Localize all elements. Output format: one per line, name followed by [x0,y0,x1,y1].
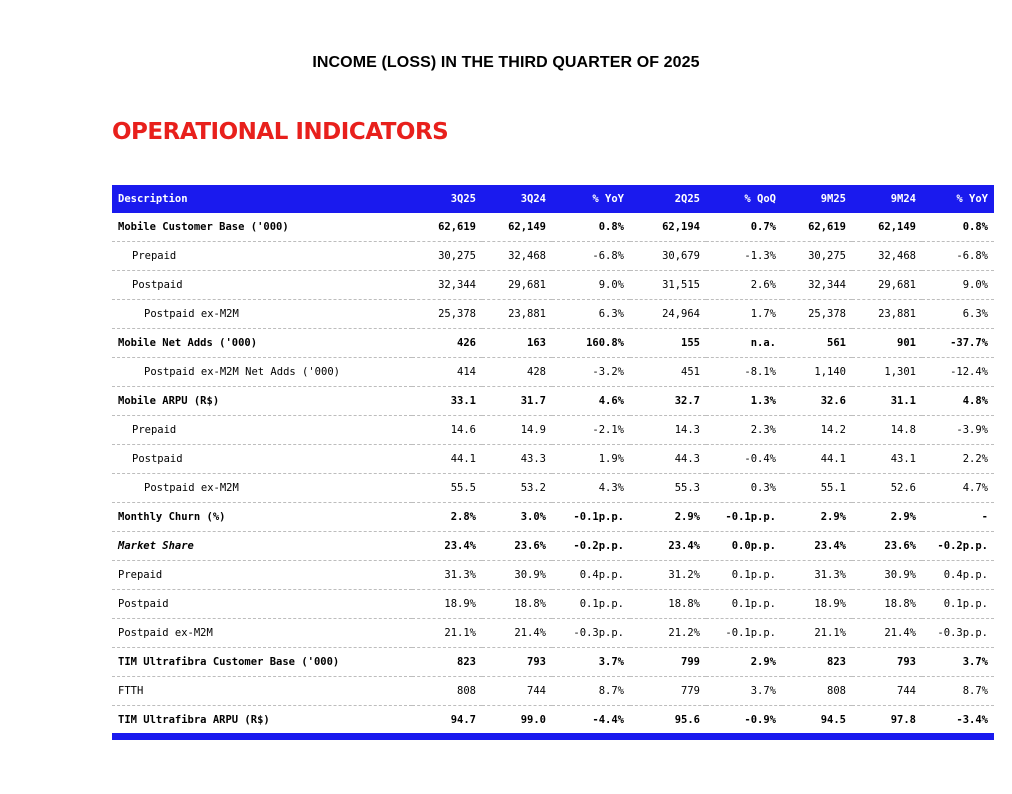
table-row [112,561,994,590]
table-cell: 0.7% [706,213,782,242]
table-cell: 55.5 [412,474,482,503]
column-header: % QoQ [706,185,782,213]
table-cell: 24,964 [630,300,706,329]
column-header: Description [112,185,412,213]
table-cell: 18.8% [852,590,922,619]
table-cell: 95.6 [630,706,706,735]
table-row [112,271,994,300]
table-cell: 18.9% [782,590,852,619]
table-row [112,329,994,358]
table-bottom-bar [112,733,994,740]
table-cell: 62,194 [630,213,706,242]
table-row [112,445,994,474]
table-cell: 29,681 [482,271,552,300]
table-cell: -6.8% [922,242,994,271]
table-cell: 2.9% [852,503,922,532]
table-cell: 823 [412,648,482,677]
table-cell: 62,619 [412,213,482,242]
row-label: Postpaid ex-M2M [112,474,412,503]
table-cell: 779 [630,677,706,706]
row-label: Postpaid ex-M2M [112,300,412,329]
table-row [112,300,994,329]
table-cell: 163 [482,329,552,358]
table-cell: 2.9% [706,648,782,677]
table-cell: 18.9% [412,590,482,619]
table-cell: 43.3 [482,445,552,474]
table-cell: 21.1% [412,619,482,648]
table-cell: -8.1% [706,358,782,387]
row-label: TIM Ultrafibra Customer Base ('000) [112,648,412,677]
table-cell: 0.4p.p. [552,561,630,590]
table-cell: 0.4p.p. [922,561,994,590]
table-cell: 18.8% [630,590,706,619]
table-cell: 55.3 [630,474,706,503]
table-cell: 31.3% [782,561,852,590]
table-cell: 29,681 [852,271,922,300]
column-header: 3Q25 [412,185,482,213]
table-cell: 901 [852,329,922,358]
table-cell: 14.3 [630,416,706,445]
table-cell: 1.3% [706,387,782,416]
table-cell: 4.8% [922,387,994,416]
row-label: Mobile Net Adds ('000) [112,329,412,358]
table-cell: 4.6% [552,387,630,416]
table-cell: 30,275 [412,242,482,271]
table-cell: 3.7% [552,648,630,677]
table-cell: 561 [782,329,852,358]
table-cell: 8.7% [552,677,630,706]
table-cell: 31.3% [412,561,482,590]
table-cell: 3.7% [922,648,994,677]
table-cell: 14.9 [482,416,552,445]
table-cell: 155 [630,329,706,358]
table-cell: 18.8% [482,590,552,619]
table-cell: 6.3% [922,300,994,329]
column-header: 3Q24 [482,185,552,213]
table-cell: 97.8 [852,706,922,735]
table-cell: 31.7 [482,387,552,416]
table-row [112,387,994,416]
table-cell: 793 [852,648,922,677]
table-cell: 14.6 [412,416,482,445]
row-label: Market Share [112,532,412,561]
table-cell: 4.3% [552,474,630,503]
table-cell: -0.9% [706,706,782,735]
table-cell: -0.2p.p. [922,532,994,561]
table-cell: 32,344 [412,271,482,300]
table-cell: 808 [412,677,482,706]
table-cell: -37.7% [922,329,994,358]
table-cell: 1.7% [706,300,782,329]
row-label: Postpaid ex-M2M [112,619,412,648]
table-cell: -0.1p.p. [706,619,782,648]
table-cell: 3.7% [706,677,782,706]
table-cell: 23.6% [482,532,552,561]
table-cell: 3.0% [482,503,552,532]
table-cell: 30,679 [630,242,706,271]
table-row [112,358,994,387]
table-cell: 9.0% [552,271,630,300]
table-cell: -0.2p.p. [552,532,630,561]
table-cell: 1.9% [552,445,630,474]
table-cell: 426 [412,329,482,358]
table-cell: 43.1 [852,445,922,474]
table-cell: 53.2 [482,474,552,503]
table-cell: 44.1 [782,445,852,474]
table-row [112,532,994,561]
row-label: Prepaid [112,242,412,271]
table-cell: 4.7% [922,474,994,503]
table-cell: 0.1p.p. [706,561,782,590]
table-cell: 2.2% [922,445,994,474]
table-cell: 31.1 [852,387,922,416]
table-cell: 62,149 [482,213,552,242]
table-row [112,619,994,648]
table-cell: -1.3% [706,242,782,271]
table-cell: -3.4% [922,706,994,735]
table-cell: 23.6% [852,532,922,561]
table-cell: 451 [630,358,706,387]
table-row [112,242,994,271]
table-cell: 30,275 [782,242,852,271]
table-cell: 30.9% [852,561,922,590]
table-row [112,503,994,532]
column-header: % YoY [552,185,630,213]
section-title: OPERATIONAL INDICATORS [112,119,449,145]
table-header-row [112,185,994,213]
row-label: Mobile ARPU (R$) [112,387,412,416]
table-cell: 52.6 [852,474,922,503]
row-label: Postpaid [112,590,412,619]
table-cell: -3.9% [922,416,994,445]
table-cell: 30.9% [482,561,552,590]
table-cell: 25,378 [412,300,482,329]
table-cell: 32.6 [782,387,852,416]
table-cell: 0.8% [922,213,994,242]
table-cell: 23.4% [412,532,482,561]
table-cell: 2.8% [412,503,482,532]
table-row [112,474,994,503]
table-cell: -4.4% [552,706,630,735]
row-label: Prepaid [112,416,412,445]
table-cell: 160.8% [552,329,630,358]
table-cell: 32,468 [482,242,552,271]
row-label: Postpaid [112,271,412,300]
table-cell: 744 [852,677,922,706]
table-cell: n.a. [706,329,782,358]
table-cell: 21.2% [630,619,706,648]
table-cell: 23.4% [782,532,852,561]
table-row [112,590,994,619]
row-label: Postpaid ex-M2M Net Adds ('000) [112,358,412,387]
row-label: TIM Ultrafibra ARPU (R$) [112,706,412,735]
table-cell: 44.1 [412,445,482,474]
table-cell: 808 [782,677,852,706]
table-cell: 23,881 [482,300,552,329]
table-cell: 33.1 [412,387,482,416]
table-cell: 2.3% [706,416,782,445]
table-row [112,648,994,677]
table-cell: 32,344 [782,271,852,300]
table-cell: 0.3% [706,474,782,503]
table-cell: 62,149 [852,213,922,242]
table-cell: 793 [482,648,552,677]
row-label: FTTH [112,677,412,706]
table-cell: 32,468 [852,242,922,271]
table-cell: -0.4% [706,445,782,474]
table-cell: -0.3p.p. [922,619,994,648]
table-cell: 31.2% [630,561,706,590]
table-row [112,677,994,706]
table-cell: 21.4% [852,619,922,648]
table-cell: 14.8 [852,416,922,445]
table-cell: -0.1p.p. [552,503,630,532]
table-cell: 25,378 [782,300,852,329]
table-cell: 23,881 [852,300,922,329]
table-cell: -12.4% [922,358,994,387]
table-cell: 1,301 [852,358,922,387]
table-cell: 414 [412,358,482,387]
table-cell: -6.8% [552,242,630,271]
column-header: 9M24 [852,185,922,213]
table-cell: 62,619 [782,213,852,242]
row-label: Mobile Customer Base ('000) [112,213,412,242]
table-cell: 823 [782,648,852,677]
column-header: % YoY [922,185,994,213]
table-cell: 44.3 [630,445,706,474]
table-cell: 31,515 [630,271,706,300]
table-cell: 0.1p.p. [922,590,994,619]
table-cell: 2.6% [706,271,782,300]
table-cell: 94.7 [412,706,482,735]
row-label: Prepaid [112,561,412,590]
table-row [112,416,994,445]
table-cell: -0.1p.p. [706,503,782,532]
table-cell: 1,140 [782,358,852,387]
table-row [112,213,994,242]
table-cell: 6.3% [552,300,630,329]
table-cell: 2.9% [782,503,852,532]
document-title: INCOME (LOSS) IN THE THIRD QUARTER OF 2025 [312,54,700,71]
table-cell: 14.2 [782,416,852,445]
column-header: 9M25 [782,185,852,213]
table-cell: 32.7 [630,387,706,416]
table-cell: 0.1p.p. [706,590,782,619]
table-cell: 2.9% [630,503,706,532]
table-cell: 428 [482,358,552,387]
table-cell: 94.5 [782,706,852,735]
table-cell: 21.1% [782,619,852,648]
table-cell: 99.0 [482,706,552,735]
table-cell: -3.2% [552,358,630,387]
column-header: 2Q25 [630,185,706,213]
table-cell: 9.0% [922,271,994,300]
table-cell: 23.4% [630,532,706,561]
table-cell: - [922,503,994,532]
table-cell: 0.8% [552,213,630,242]
row-label: Monthly Churn (%) [112,503,412,532]
table-cell: 55.1 [782,474,852,503]
table-cell: 21.4% [482,619,552,648]
table-row [112,706,994,735]
operational-indicators-table [112,185,994,735]
row-label: Postpaid [112,445,412,474]
table-cell: 799 [630,648,706,677]
table-cell: 8.7% [922,677,994,706]
table-cell: 0.0p.p. [706,532,782,561]
table-cell: -2.1% [552,416,630,445]
table-cell: -0.3p.p. [552,619,630,648]
table-cell: 0.1p.p. [552,590,630,619]
table-cell: 744 [482,677,552,706]
